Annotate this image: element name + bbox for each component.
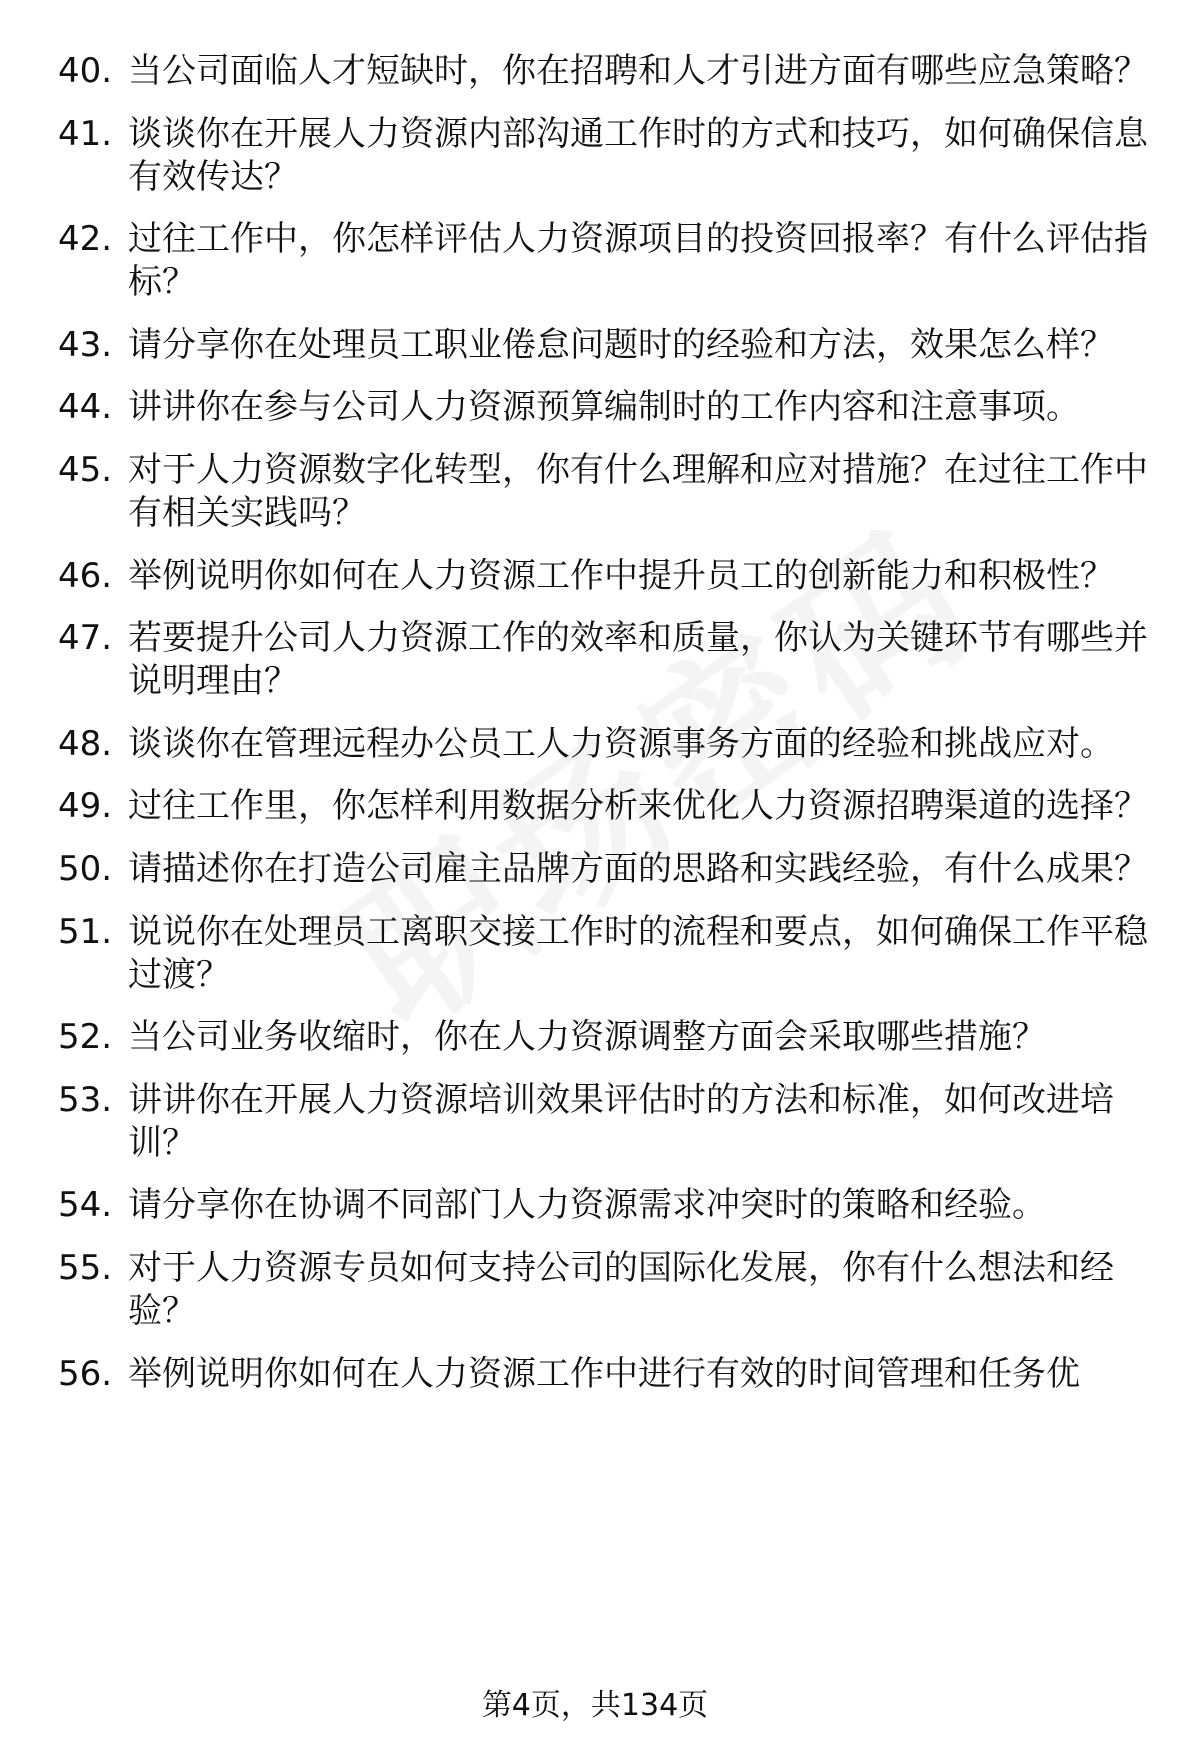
question-text: 过往工作里，你怎样利用数据分析来优化人力资源招聘渠道的选择？ xyxy=(128,786,1148,827)
page-number-footer: 第4页，共134页 xyxy=(481,1688,709,1723)
question-item xyxy=(58,449,1148,535)
question-text: 若要提升公司人力资源工作的效率和质量，你认为关键环节有哪些并说明理由？ xyxy=(128,618,1148,702)
question-number: 42. xyxy=(58,219,113,260)
question-item xyxy=(58,555,1148,598)
question-number: 40. xyxy=(58,51,113,91)
question-number: 44. xyxy=(58,387,113,428)
question-text: 过往工作中，你怎样评估人力资源项目的投资回报率？有什么评估指标？ xyxy=(128,219,1148,303)
question-number: 41. xyxy=(58,113,113,154)
question-number: 43. xyxy=(58,324,113,365)
question-item xyxy=(58,1247,1148,1333)
question-text: 当公司面临人才短缺时，你在招聘和人才引进方面有哪些应急策略？ xyxy=(128,51,1148,91)
question-number: 48. xyxy=(58,723,113,764)
question-number: 53. xyxy=(58,1079,113,1120)
question-text: 举例说明你如何在人力资源工作中进行有效的时间管理和任务优 xyxy=(128,1353,1080,1394)
question-text: 请分享你在协调不同部门人力资源需求冲突时的策略和经验。 xyxy=(128,1185,1046,1226)
question-item xyxy=(58,113,1148,199)
question-item xyxy=(58,386,1148,429)
question-number: 56. xyxy=(58,1353,113,1394)
question-text: 讲讲你在参与公司人力资源预算编制时的工作内容和注意事项。 xyxy=(128,387,1080,428)
question-text: 对于人力资源专员如何支持公司的国际化发展，你有什么想法和经验？ xyxy=(128,1247,1114,1331)
question-text: 说说你在处理员工离职交接工作时的流程和要点，如何确保工作平稳过渡？ xyxy=(128,911,1148,995)
question-text: 谈谈你在管理远程办公员工人力资源事务方面的经验和挑战应对。 xyxy=(128,723,1114,764)
question-item xyxy=(58,723,1148,766)
question-text: 举例说明你如何在人力资源工作中提升员工的创新能力和积极性？ xyxy=(128,555,1114,596)
question-text: 请分享你在处理员工职业倦怠问题时的经验和方法，效果怎么样？ xyxy=(128,324,1114,365)
question-item xyxy=(58,785,1148,828)
question-text: 讲讲你在开展人力资源培训效果评估时的方法和标准，如何改进培训？ xyxy=(128,1079,1114,1163)
question-text: 谈谈你在开展人力资源内部沟通工作时的方式和技巧，如何确保信息有效传达？ xyxy=(128,113,1148,197)
question-text: 对于人力资源数字化转型，你有什么理解和应对措施？在过往工作中有相关实践吗？ xyxy=(128,449,1148,533)
question-number: 51. xyxy=(58,911,113,952)
question-text: 当公司业务收缩时，你在人力资源调整方面会采取哪些措施？ xyxy=(128,1017,1046,1058)
question-number: 52. xyxy=(58,1017,113,1058)
question-item xyxy=(58,324,1148,367)
question-item xyxy=(58,1016,1148,1059)
question-item xyxy=(58,1353,1148,1396)
question-item xyxy=(58,911,1148,997)
question-number: 47. xyxy=(58,618,113,659)
question-number: 49. xyxy=(58,786,113,827)
question-number: 55. xyxy=(58,1247,113,1288)
question-item xyxy=(58,848,1148,891)
question-item xyxy=(58,218,1148,304)
question-number: 46. xyxy=(58,555,113,596)
question-item xyxy=(58,1184,1148,1227)
question-item xyxy=(58,50,1148,93)
question-item xyxy=(58,617,1148,703)
question-item xyxy=(58,1079,1148,1165)
question-text: 请描述你在打造公司雇主品牌方面的思路和实践经验，有什么成果？ xyxy=(128,848,1148,889)
question-list xyxy=(58,50,1148,1415)
question-number: 45. xyxy=(58,449,113,490)
question-number: 50. xyxy=(58,848,113,889)
question-number: 54. xyxy=(58,1185,113,1226)
